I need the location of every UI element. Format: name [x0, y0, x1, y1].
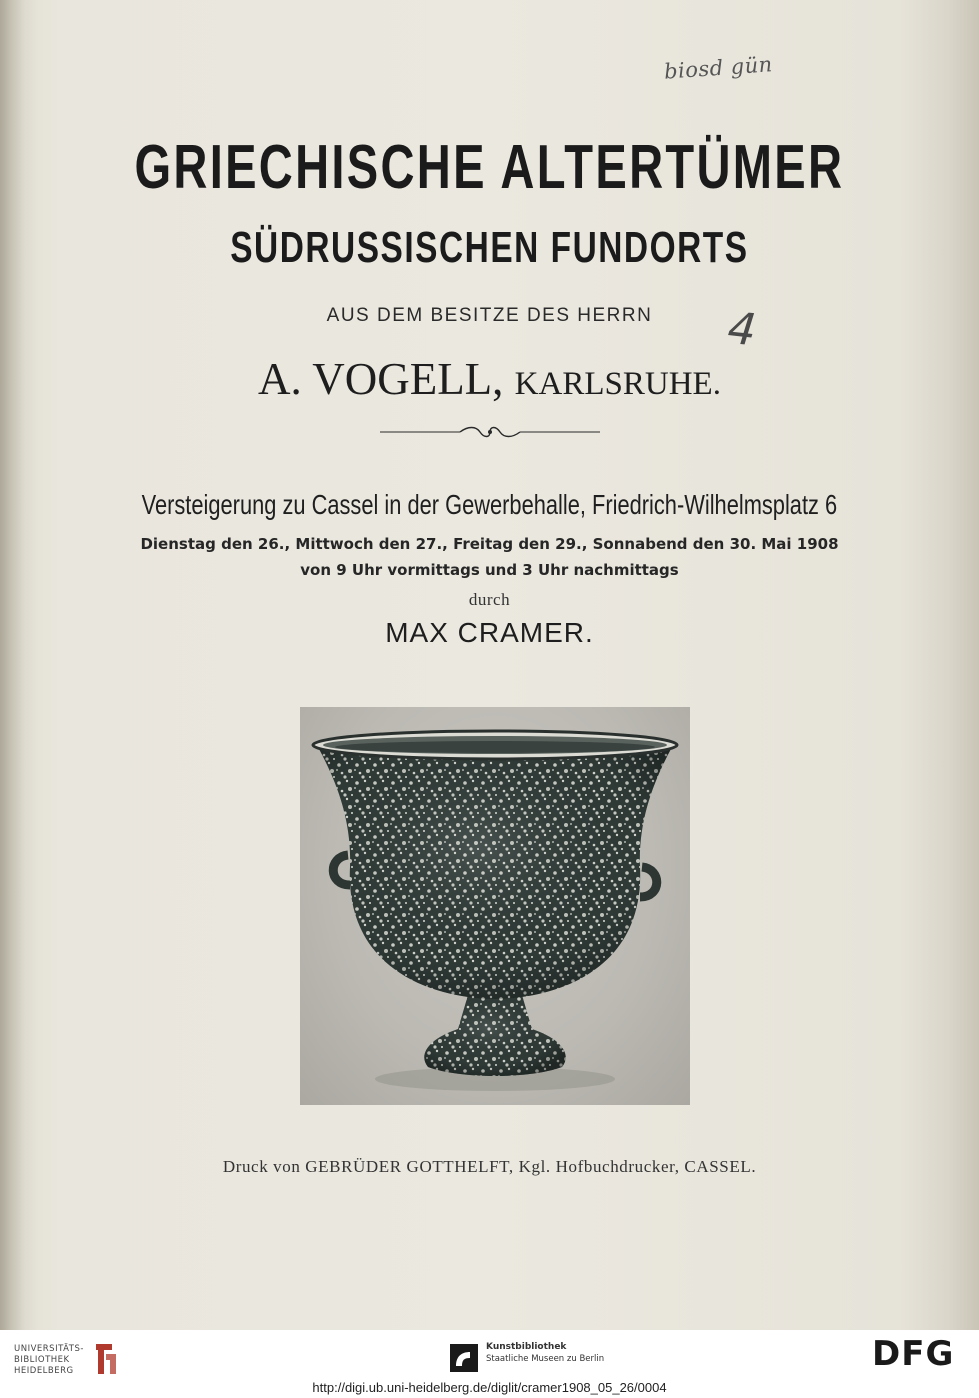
auction-venue: Versteigerung zu Cassel in der Gewerbehalle, Friedrich-Wilhelmsplatz 6	[141, 489, 838, 520]
library-line-1: UNIVERSITÄTS-	[14, 1344, 84, 1354]
auction-times: von 9 Uhr vormittags und 3 Uhr nachmittags	[300, 561, 679, 579]
footer-bar	[0, 1330, 979, 1398]
ornament-divider	[380, 424, 600, 440]
page-fold-shadow	[0, 0, 38, 1330]
owner-intro: AUS DEM BESITZE DES HERRN	[326, 305, 653, 326]
kunstbibliothek-label	[486, 1341, 604, 1365]
auctioneer-name: MAX CRAMER.	[385, 617, 594, 648]
dfg-logo: DFG	[872, 1334, 955, 1374]
owner-city: KARLSRUHE.	[514, 366, 721, 402]
handwritten-number: 4	[725, 302, 759, 357]
library-name	[14, 1344, 84, 1377]
owner-name: A. VOGELL,	[258, 354, 504, 404]
library-line-3: HEIDELBERG	[14, 1366, 74, 1376]
vase-photograph	[300, 707, 690, 1105]
printer-line: Druck von GEBRÜDER GOTTHELFT, Kgl. Hofbuchdrucker, CASSEL.	[222, 1157, 757, 1176]
library-logo-icon	[92, 1342, 118, 1376]
kunstbibliothek-name: Kunstbibliothek	[486, 1342, 567, 1352]
title-line-2: SÜDRUSSISCHEN FUNDORTS	[230, 223, 749, 272]
library-line-2: BIBLIOTHEK	[14, 1355, 70, 1365]
vase-illustration	[300, 707, 690, 1105]
source-url-link[interactable]: http://digi.ub.uni-heidelberg.de/diglit/cramer1908_05_26/0004	[312, 1380, 667, 1395]
kunstbibliothek-logo-icon	[450, 1344, 478, 1372]
kunstbibliothek-subtitle: Staatliche Museen zu Berlin	[486, 1354, 605, 1364]
title-line-1: GRIECHISCHE ALTERTÜMER	[134, 133, 845, 202]
handwritten-note: biosd gün	[663, 52, 774, 84]
auction-dates: Dienstag den 26., Mittwoch den 27., Freitag den 29., Sonnabend den 30. Mai 1908	[140, 535, 839, 553]
owner-line	[0, 350, 979, 413]
auction-by: durch	[468, 590, 511, 609]
